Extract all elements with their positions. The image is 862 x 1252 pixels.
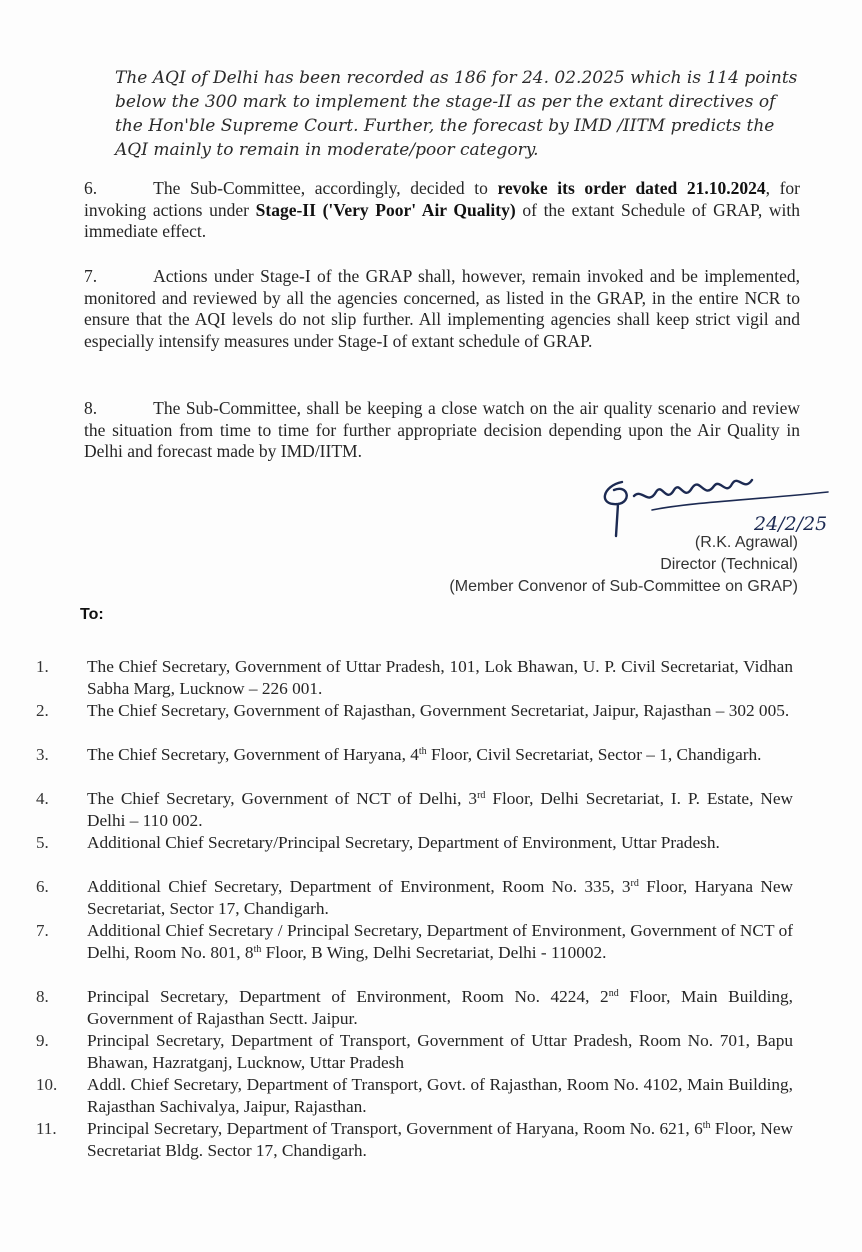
addressee-number: 8. bbox=[36, 987, 49, 1006]
addressee-text: Principal Secretary, Department of Transport, Government of Haryana, Room No. 621, 6th Floor, New Secretariat Bldg. Sector 17, Chandigarh. bbox=[87, 1119, 793, 1160]
addressee-number: 3. bbox=[36, 745, 49, 764]
signatory-name: (R.K. Agrawal) bbox=[694, 534, 798, 551]
to-label: To: bbox=[80, 606, 104, 623]
stage-ii-text: Stage-II ('Very Poor' Air Quality) bbox=[255, 199, 516, 220]
paragraph-number: 8. bbox=[84, 398, 98, 418]
addressee-number: 9. bbox=[36, 1031, 49, 1050]
paragraph-8: 8. The Sub-Committee, shall be keeping a close watch on the air quality scenario and review the situation from time to time for further appropriate decision depending upon the Air Quality in Delhi and forecast made by IMD/IITM. bbox=[84, 398, 800, 461]
addressee-text: Additional Chief Secretary, Department of Environment, Room No. 335, 3rd Floor, Haryana New Secretariat, Sector 17, Chandigarh. bbox=[87, 877, 793, 918]
addressee-text: Addl. Chief Secretary, Department of Transport, Govt. of Rajasthan, Room No. 4102, Main Building, Rajasthan Sachivalya, Jaipur, Rajasthan. bbox=[87, 1075, 793, 1116]
signature-date: 24/2/25 bbox=[754, 513, 828, 535]
quoted-aqi-statement: The AQI of Delhi has been recorded as 186 for 24. 02.2025 which is 114 points below the 300 mark to implement the stage-II as per the extant directives of the Hon'ble Supreme Court. Further, the forecast by IMD /IITM predicts the AQI mainly to remain in moderate/poor category. bbox=[115, 68, 798, 160]
addressee-number: 11. bbox=[36, 1119, 57, 1138]
signatory-role: (Member Convenor of Sub-Committee on GRAP) bbox=[449, 578, 798, 595]
addressee-text: The Chief Secretary, Government of Uttar Pradesh, 101, Lok Bhawan, U. P. Civil Secretariat, Vidhan Sabha Marg, Lucknow – 226 001. bbox=[87, 657, 793, 698]
paragraph-number: 6. bbox=[84, 178, 98, 198]
addressee-number: 5. bbox=[36, 833, 49, 852]
addressee-text: The Chief Secretary, Government of NCT of Delhi, 3rd Floor, Delhi Secretariat, I. P. Estate, New Delhi – 110 002. bbox=[87, 789, 793, 830]
addressee-number: 4. bbox=[36, 789, 49, 808]
paragraph-number: 7. bbox=[84, 266, 98, 286]
addressee-number: 6. bbox=[36, 877, 49, 896]
addressee-number: 7. bbox=[36, 921, 49, 940]
signature-block bbox=[449, 532, 798, 598]
addressee-text: Principal Secretary, Department of Environment, Room No. 4224, 2nd Floor, Main Building, Government of Rajasthan Sectt. Jaipur. bbox=[87, 987, 793, 1028]
signatory-designation: Director (Technical) bbox=[660, 556, 798, 573]
addressee-text: The Chief Secretary, Government of Haryana, 4th Floor, Civil Secretariat, Sector – 1, Chandigarh. bbox=[87, 745, 762, 764]
addressee-text: The Chief Secretary, Government of Rajasthan, Government Secretariat, Jaipur, Rajasthan – 302 005. bbox=[87, 701, 790, 720]
addressee-number: 2. bbox=[36, 701, 49, 720]
addressee-number: 1. bbox=[36, 657, 49, 676]
addressee-text: Additional Chief Secretary/Principal Secretary, Department of Environment, Uttar Pradesh. bbox=[87, 833, 720, 852]
paragraph-7: 7. Actions under Stage-I of the GRAP shall, however, remain invoked and be implemented, monitored and reviewed by all the agencies concerned, as listed in the GRAP, in the entire NCR to ensure that the AQI levels do not slip further. All implementing agencies shall keep strict vigil and especially intensify measures under Stage-I of extant schedule of GRAP. bbox=[84, 266, 800, 351]
addressee-text: Principal Secretary, Department of Transport, Government of Uttar Pradesh, Room No. 701, Bapu Bhawan, Hazratganj, Lucknow, Uttar Pradesh bbox=[87, 1031, 793, 1072]
paragraph-6: 6. The Sub-Committee, accordingly, decided to revoke its order dated 21.10.2024, for invoking actions under Stage-II ('Very Poor' Air Quality) of the extant Schedule of GRAP, with immediate effect. bbox=[84, 178, 801, 241]
addressee-number: 10. bbox=[36, 1075, 58, 1094]
revoke-order-text: revoke its order dated 21.10.2024 bbox=[497, 178, 766, 198]
addressee-text: Additional Chief Secretary / Principal Secretary, Department of Environment, Government of NCT of Delhi, Room No. 801, 8th Floor, B Wing, Delhi Secretariat, Delhi - 110002. bbox=[87, 921, 793, 962]
